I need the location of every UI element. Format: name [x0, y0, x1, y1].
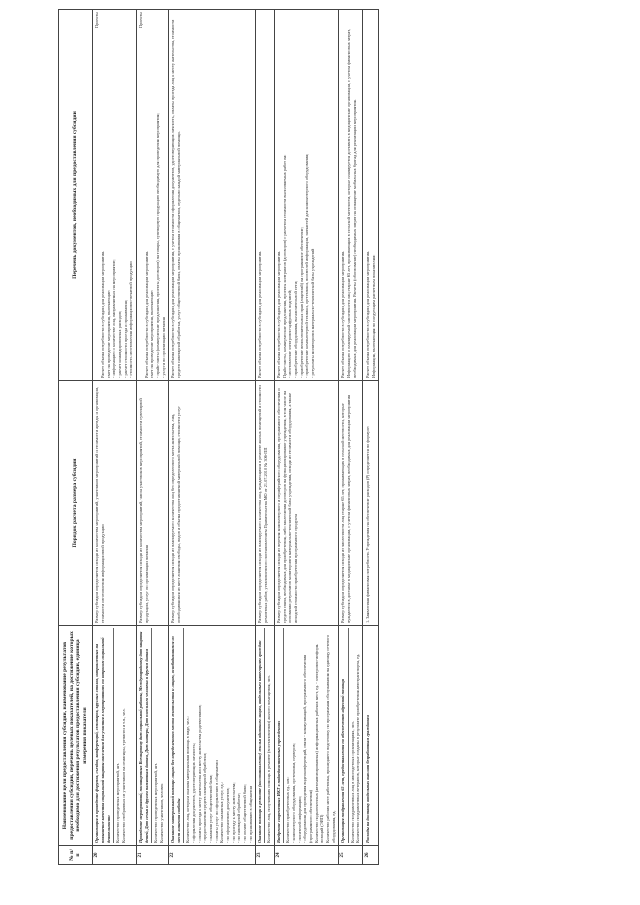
- row-goal: [255, 626, 274, 846]
- row-goal: [363, 626, 378, 846]
- document-line: - услуги по организации питания: [160, 317, 166, 378]
- goal-title: Расходы на доставку отдельных выплат безработным гражданам: [364, 715, 370, 843]
- documents-lead: Расчет объема потребности в субсидии для реализации мероприятия.: [257, 250, 263, 378]
- indicator-line: - по оформлению документов;: [224, 787, 230, 843]
- indicator-line: - по санитарной обработке;: [236, 793, 242, 843]
- header-docs: Перечень документов, необходимых для предоставления субсидии: [59, 10, 93, 381]
- indicator-line: Количество проведенных мероприятий, шт.: [151, 628, 159, 843]
- table-row: [92, 10, 136, 865]
- documents-lead: Расчет объема потребности в субсидии для реализации мероприятия.: [99, 250, 105, 378]
- document-line: смет на проведение мероприятия, включающие:: [105, 289, 111, 378]
- indicator-line: Количество рабочих мест работника, прошедшего подготовку по программам обслуживания на единицу сетевого оборудования, ед.: [325, 634, 336, 843]
- row-number: 21: [136, 846, 168, 865]
- indicator-line: Количество поздравленных ветеранов, которые созданы в результате приобретения автотранспорта, ед.: [355, 653, 361, 843]
- table-row: [274, 10, 338, 865]
- documents-lead: Расчет объема потребности в субсидии для реализации мероприятия.: [143, 250, 149, 378]
- row-calculation: 1. Заявленная финансовая потребность Учреждения на обеспечение расходов (Р) определяется по формуле:: [363, 381, 378, 626]
- row-number: 25: [338, 846, 363, 865]
- document-line: - результаты мониторинга материально-технической базы учреждений: [310, 248, 316, 378]
- row-number: 20: [92, 846, 136, 865]
- row-calculation: Размер субсидии определяется исходя из количества мероприятий, участников мероприятий и стоимости аренды и организации, стоимости изготовления информационной продукции: [92, 381, 136, 626]
- goal-title: Организация и проведение форумов, съездов, конференций, семинаров, круглых столов, направленных на повышение качества социальной защиты населения для участия в мероприятиях по вопросам социальной деятельности: [94, 637, 111, 843]
- indicator-line: Количество подключенных (автоматизированных) информационных рабочих мест, ед. - электронно-информ. позиций (ЭИП): [313, 643, 325, 843]
- indicator-line: Количество приобретенных ед., шт.:: [283, 628, 291, 843]
- row-calculation: Размер субсидии определяется исходя из численности лиц старше 65 лет, проживающих в сельской местности, которые нуждаются в доставке в медицинские организации, с учетом финансовых затрат, необходимых для реализации мероприятия: [338, 381, 363, 626]
- indicator-line: - предоставления средств санитарной обработки;: [202, 752, 208, 843]
- goal-title: Организация поздравления 65 лет, предоставления по обеспечению адресной помощи: [340, 678, 346, 843]
- row-goal: [92, 626, 136, 846]
- goal-title: Оказание помощи в ремонте (восстановлении) жилья одиноким лицам, отдельным категориям граждан: [257, 640, 263, 843]
- table-row: [363, 10, 378, 865]
- document-line: - изготовление электронно-цифровых подписей;: [287, 289, 293, 378]
- documents-lead: Расчет объема потребности в субсидии для реализации мероприятия.: [364, 250, 370, 378]
- indicator-line: - носителей информации;: [296, 796, 302, 843]
- documents-right-note: Проекты: [94, 12, 100, 29]
- document-line: - приобретение компьютерной техники, оргтехники, носителей информации, запчастей для компьютерного оборудования;: [304, 153, 310, 378]
- documents-right-note: Проекты: [138, 12, 144, 29]
- indicator-line: - оказания услуг общественной бани;: [207, 774, 213, 843]
- indicator-line: - оплаты проезда к месту жительства или месту жительства родственников;: [196, 704, 202, 843]
- goal-title: Проведение мероприятий, посвященных Всемирному дню социальной работы, Международному дню защиты детей, Дню семьи и другим памятным датам, Дню матери, Дню пожилого человека и другим датам: [138, 631, 149, 843]
- table-row: [168, 10, 255, 865]
- table-header-row: [59, 10, 93, 865]
- document-line: - стоимость изготовления информационно-печатной продукции: [128, 261, 134, 378]
- row-goal: [338, 626, 363, 846]
- documents-lead: Расчет объема потребности в субсидии для реализации мероприятия.: [276, 250, 282, 378]
- indicator-line: Количество поздравленных лиц в многодетных организациях, чел.: [348, 628, 356, 843]
- subsidy-table: [58, 9, 379, 865]
- row-calculation: Размер субсидии определяется исходя из количества мероприятий, числа участников мероприятий, стоимости сувенирной продукции, услуг по организации питания: [136, 381, 168, 626]
- indicator-line: - по оплате общественной бани;: [241, 784, 247, 843]
- document-line: - расчет стоимости проезда и проживания;: [122, 300, 128, 378]
- row-number: 26: [363, 846, 378, 865]
- document-line: - прайс-листы (коммерческие предложения, проекты договоров) на товары, сувенирную продукцию необходимую для проведения мероприятия;: [155, 113, 161, 378]
- row-calculation: Размер субсидии определяется исходя из планируемого количества лиц, нуждающихся в ремонте жилых помещений и стоимости ремонтных работ, установленного постановлением Правительства МО от 21.07.2010 № 306-ПП: [255, 381, 274, 626]
- indicator-line: - оплаты услуг по оформлению в общежитии: [213, 760, 219, 843]
- document-line: - расчет командировочных расходов;: [117, 310, 122, 378]
- row-number: 22: [168, 846, 255, 865]
- indicator-line: Количество лиц, которым оказана материальная помощь в виде, чел.:: [183, 628, 191, 843]
- indicator-line: - компьютерного оборудования, оргтехники, серверов;: [290, 743, 296, 843]
- row-goal: [136, 626, 168, 846]
- document-line: Информация, включающая по следующим расчетным показателям:: [370, 254, 376, 378]
- indicator-line: - по проживанию в общежитии: [247, 786, 253, 843]
- indicator-line: - оформления документов, удостоверяющих личность;: [190, 743, 196, 843]
- document-line: - приобретение неисключительных прав (лицензий) на программное обеспечение;: [298, 227, 304, 378]
- row-goal: [274, 626, 338, 846]
- row-documents: [338, 10, 363, 381]
- indicator-line: Количество отобранных из участников на семинары, тренинги и т.п., чел.: [120, 708, 126, 843]
- goal-title: Внедрение современных ИКТ в подведомственных учреждениях: [276, 720, 282, 843]
- row-number: 23: [255, 846, 274, 865]
- indicator-line: - оборудования для проведения видеоконференций, связи - коммуникаций, программного обеспечения (программного обеспечения): [302, 654, 313, 843]
- row-documents: [168, 10, 255, 381]
- row-calculation: Размер субсидии определяется исходя из планируемого количества лиц без определенного места жительства, лиц, освободившихся из мест лишения свободы, видов и объема предоставляемой материальной помощи, стоимости услуг: [168, 381, 255, 626]
- row-documents: [274, 10, 338, 381]
- documents-lead: Расчет объема потребности в субсидии для реализации мероприятия.: [340, 250, 346, 378]
- documents-lead: Расчет объема потребности в субсидии для реализации мероприятия, с учетом стоимости оформления документов, удостоверяющих личность, оплаты проезда лиц к месту жительства, стоимости средств санитарной обработки, услуг общественной бани, оплаты проживания в общежитии, отдельно каждой материальной помощи.: [170, 19, 182, 378]
- header-num: № п/п: [59, 846, 93, 865]
- row-documents: [92, 10, 136, 381]
- indicator-line: Количество оказанных услуг, ед.:: [219, 782, 225, 843]
- row-documents: [363, 10, 378, 381]
- document-line: - приобретение оборудования, вычислительной сети;: [293, 280, 299, 378]
- header-calc: Порядок расчета размера субсидии: [59, 381, 93, 626]
- indicator-line: Количество лиц, получивших помощь в ремонте (восстановлении) жилого помещения, чел.: [264, 628, 272, 843]
- indicator-line: Количество проведенных мероприятий, шт.: [113, 628, 121, 843]
- document-line: - информацию о количестве лиц, направляемых на мероприятие;: [111, 259, 117, 378]
- table-row: [136, 10, 168, 865]
- indicator-line: Количество участников, человек: [158, 783, 164, 843]
- indicator-line: - по проезду к месту жительства;: [230, 782, 236, 843]
- document-line: смет на проведение мероприятия, включающие:: [149, 289, 155, 378]
- table-row: [338, 10, 363, 865]
- row-documents: [136, 10, 168, 381]
- document-line: Прайс-листы, коммерческие предложения, проекты контрактов (договоров) с расчетом стоимости выполняемых работ на:: [281, 154, 287, 378]
- header-name: Наименование цели предоставления субсидии, наименование результатов предоставления субсидии, перечень целевых показателей, на достижение которых необходимо для достижения результатов предоставления субсидии, единица измерения показателя: [59, 626, 93, 846]
- row-calculation: Размер субсидии определяется исходя из перечня компьютерного и периферийного оборудования, программного обеспечения и средств связи, необходимых для приобретения, либо заключения договоров на функционирование учреждения, в том числе на основании результатов мониторинга материально-технической базы учреждения, исходя из стоимости оборудования, а также исходной стоимости приобретения программного продукта: [274, 381, 338, 626]
- table-row: [255, 10, 274, 865]
- row-number: 24: [274, 846, 338, 865]
- row-documents: [255, 10, 274, 381]
- row-goal: [168, 626, 255, 846]
- goal-title: Оказание материальной помощи лицам без определенного места жительства и лицам, освободившимся из мест лишения свободы: [170, 636, 182, 843]
- document-line: Информацию о планируемой численности лиц старше 65 лет, проживающих в сельской местности, которые планируется доставить в медицинские организации, с учетом финансовых затрат, необходимых для реализации мероприятия. Расчеты (обоснование) необходимых затрат на оснащение мобильных бригад для реализации мероприятия.: [346, 29, 357, 378]
